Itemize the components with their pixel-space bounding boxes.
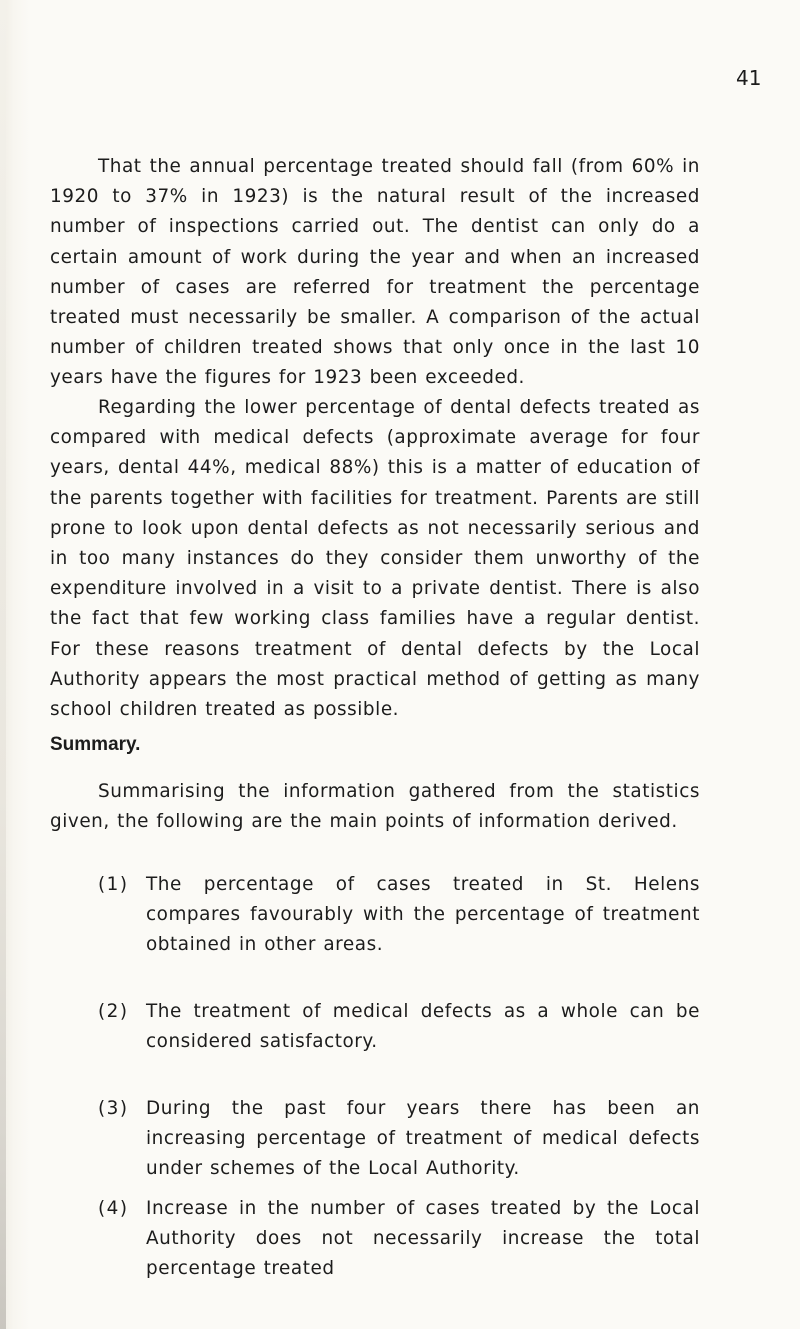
paragraph-dental-defects: Regarding the lower percentage of dental defects treated as compared with medical defects (approximate average for four years, dental 44%, medical 88%) this is a matter of education of the parents together with facilities for treatment. Parents are still prone to look upon dental defects as not necessarily serious and in too many instances do they consider them unworthy of the expenditure involved in a visit to a private dentist. There is also the fact that few working class families have a regular dentist. For these reasons treatment of dental defects by the Local Authority appears the most practical method of getting as many school children treated as possible. bbox=[50, 397, 700, 721]
summary-item-4 bbox=[98, 1194, 700, 1285]
page-spine-shadow bbox=[0, 0, 6, 1329]
summary-item-number: (1) bbox=[98, 874, 129, 895]
page-number: 41 bbox=[736, 66, 762, 90]
summary-item-text: The percentage of cases treated in St. Helens compares favourably with the percentage of treatment obtained in other areas. bbox=[146, 874, 700, 956]
summary-heading: Summary. bbox=[50, 734, 141, 755]
summary-item-text: The treatment of medical defects as a whole can be considered satisfactory. bbox=[146, 1001, 700, 1053]
summary-intro: Summarising the information gathered from the statistics given, the following are the main points of information derived. bbox=[50, 781, 700, 833]
paragraph-percentage-fall: That the annual percentage treated should fall (from 60% in 1920 to 37% in 1923) is the natural result of the increased number of inspections carried out. The dentist can only do a certain amount of work during the year and when an increased number of cases are referred for treatment the percentage treated must necessarily be smaller. A comparison of the actual number of children treated shows that only once in the last 10 years have the figures for 1923 been exceeded. bbox=[50, 156, 700, 389]
summary-item-1 bbox=[98, 870, 700, 961]
summary-item-number: (3) bbox=[98, 1098, 129, 1119]
summary-item-text: During the past four years there has been an increasing percentage of treatment of medical defects under schemes of the Local Authority. bbox=[146, 1098, 700, 1180]
summary-item-number: (2) bbox=[98, 1001, 129, 1022]
summary-item-text: Increase in the number of cases treated by the Local Authority does not necessarily increase the total percentage treated bbox=[146, 1198, 700, 1280]
summary-item-number: (4) bbox=[98, 1198, 129, 1219]
summary-item-3 bbox=[98, 1094, 700, 1185]
summary-item-2 bbox=[98, 997, 700, 1057]
